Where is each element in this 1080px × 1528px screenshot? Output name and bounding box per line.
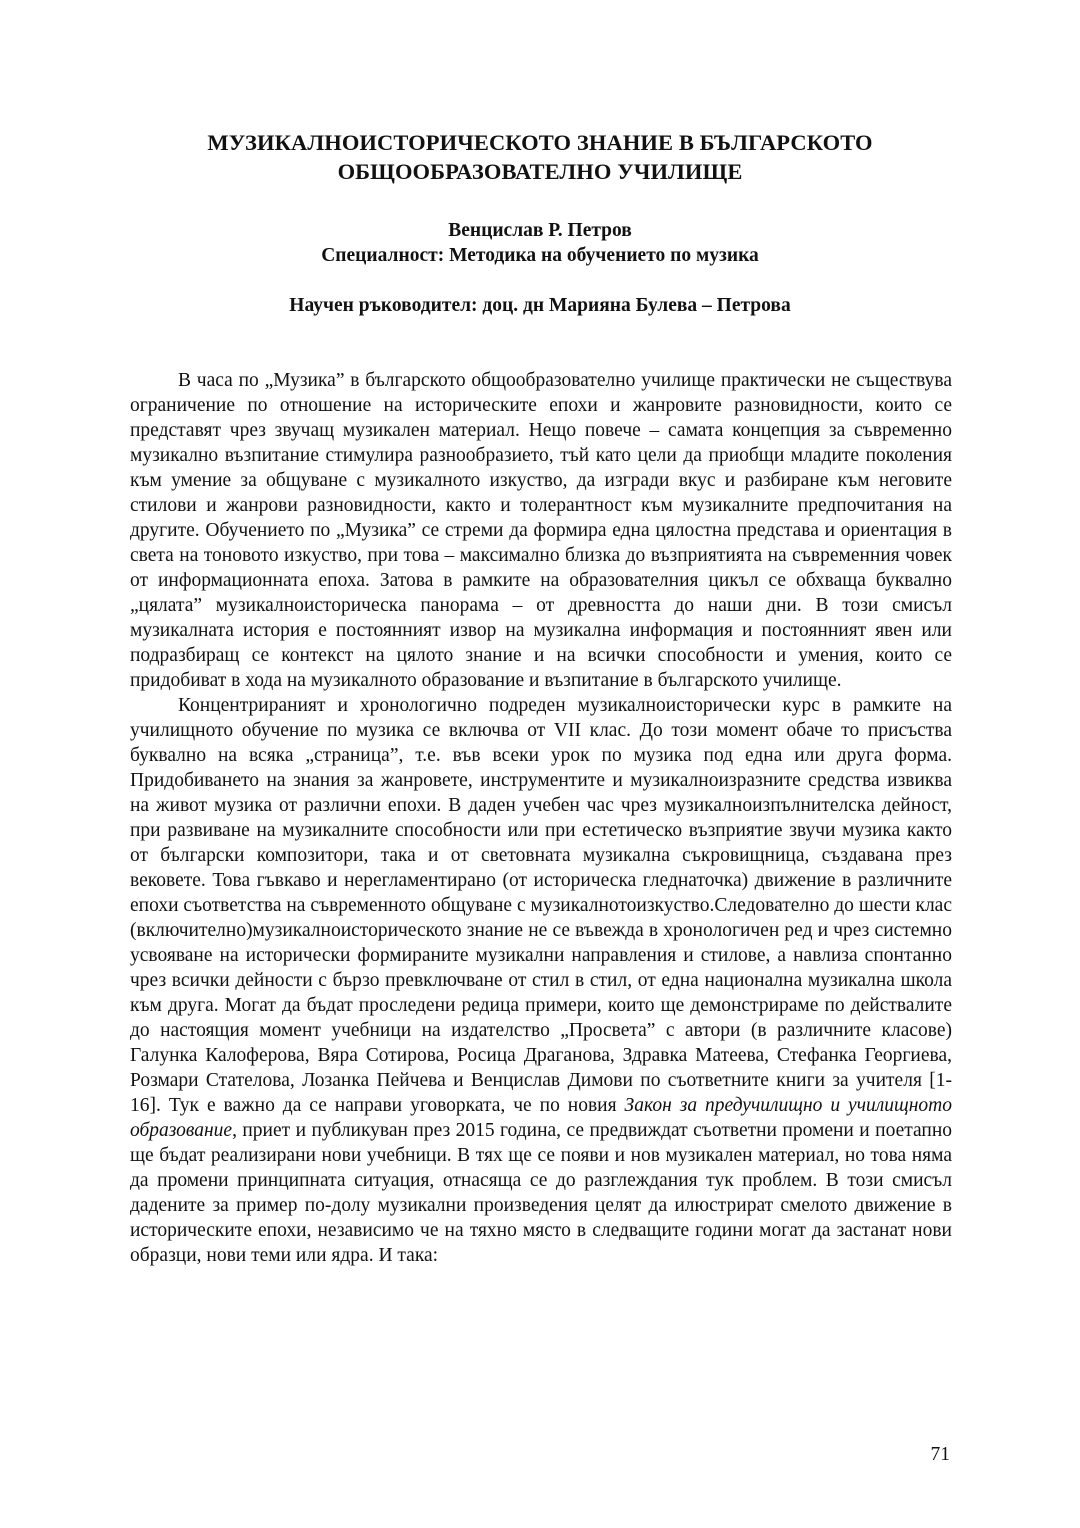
- title-line-1: МУЗИКАЛНОИСТОРИЧЕСКОТО ЗНАНИЕ В БЪЛГАРСКОТО: [207, 130, 873, 155]
- page-number: 71: [930, 1444, 950, 1465]
- paragraph-2-text-a: Концентрираният и хронологично подреден музикалноисторически курс в рамките на училищното обучение по музика се включва от VII клас. До този момент обаче то присъства буквално на всяка „страница”, т.е. във всеки урок по музика под една или друга форма. Придобиването на знания за жанровете, инструментите и музикалноизразните средства извиква на живот музика от различни епохи. В даден учебен час чрез музикалноизпълнителска дейност, при развиване на музикалните способности или при естетическо възприятие звучи музика както от български композитори, така и от световната музикална съкровищница, създавана през вековете. Това гъвкаво и нерегламентирано (от историческа гледнаточка) движение в различните епохи съответства на съвременното общуване с музикалнотоизкуство.Следователно до шести клас (включително)музикалноисторическото знание не се въвежда в хронологичен ред и чрез системно усвояване на исторически формираните музикални направления и стилове, а навлиза спонтанно чрез всички дейности с бързо превключване от стил в стил, от една национална музикална школа към друга. Могат да бъдат проследени редица примери, които ще демонстрираме по действалите до настоящия момент учебници на издателство „Просвета” с автори (в различните класове) Галунка Калоферова, Вяра Сотирова, Росица Драганова, Здравка Матеева, Стефанка Георгиева, Розмари Стателова, Лозанка Пейчева и Венцислав Димови по съответните книги за учителя [1-16]. Тук е важно да се направи уговорката, че по новия: [130, 695, 952, 1116]
- author-block: [130, 218, 950, 268]
- author-specialty: Специалност: Методика на обучението по музика: [321, 245, 759, 266]
- article-body: [130, 368, 952, 1268]
- author-name: Венцислав Р. Петров: [448, 220, 632, 241]
- scientific-advisor: Научен ръководител: доц. дн Марияна Булева – Петрова: [289, 295, 791, 316]
- body-paragraph-2: [130, 693, 952, 1268]
- law-title: Закон за предучилищно и училищното образование: [130, 1095, 952, 1141]
- paragraph-2-text-b: , приет и публикуван през 2015 година, се предвиждат съответни промени и поетапно ще бъдат реализирани нови учебници. В тях ще се появи и нов музикален материал, но това няма да промени принципната ситуация, отнасяща се до разглеждания тук проблем. В този смисъл дадените за пример по-долу музикални произведения целят да илюстрират смелото движение в историческите епохи, независимо че на тяхно място в следващите години могат да застанат нови образци, нови теми или ядра. И така:: [130, 1120, 952, 1266]
- title-line-2: ОБЩООБРАЗОВАТЕЛНО УЧИЛИЩЕ: [337, 159, 743, 184]
- body-paragraph-1: В часа по „Музика” в българското общообразователно училище практически не съществува ограничение по отношение на историческите епохи и жанровите разновидности, които се представят чрез звучащ музикален материал. Нещо повече – самата концепция за съвременно музикално възпитание стимулира разнообразието, тъй като цели да приобщи младите поколения към умение за общуване с музикалното изкуство, да изгради вкус и разбиране към неговите стилови и жанрови разновидности, както и толерантност към музикалните предпочитания на другите. Обучението по „Музика” се стреми да формира една цялостна представа и ориентация в света на тоновото изкуство, при това – максимално близка до възприятията на съвременния човек от информационната епоха. Затова в рамките на образователния цикъл се обхваща буквално „цялата” музикалноисторическа панорама – от древността до наши дни. В този смисъл музикалната история е постоянният извор на музикална информация и постоянният явен или подразбиращ се контекст на цялото знание и на всички способности и умения, които се придобиват в хода на музикалното образование и възпитание в българското училище.: [130, 370, 952, 691]
- article-title: [130, 128, 950, 186]
